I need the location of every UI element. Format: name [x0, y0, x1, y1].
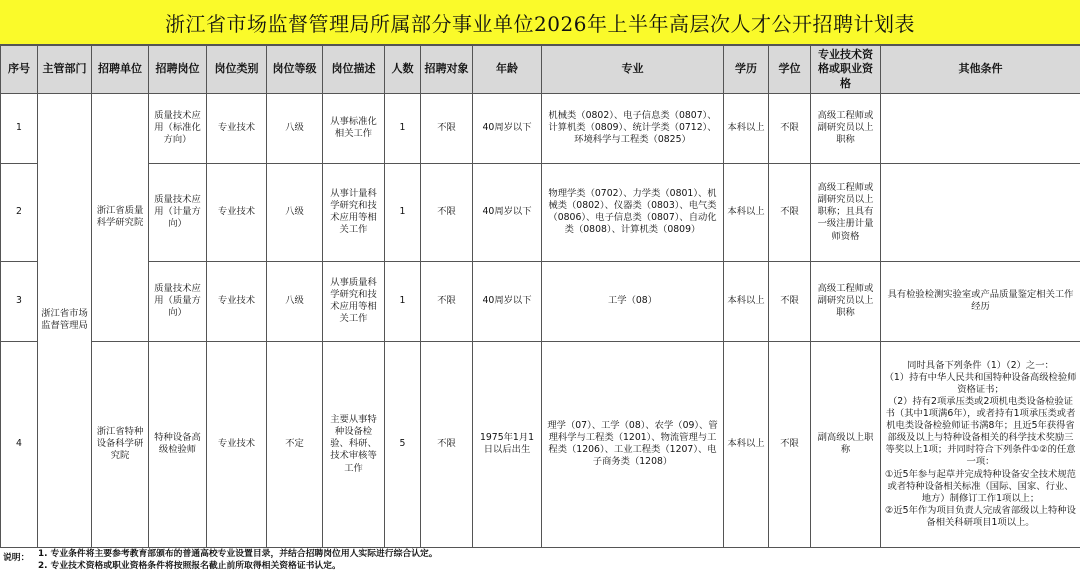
cell-other: 具有检验检测实验室或产品质量鉴定相关工作经历 [881, 261, 1080, 341]
header-cell-qual: 专业技术资格或职业资格 [811, 46, 881, 94]
cell-major: 工学（08） [542, 261, 724, 341]
other-condition-line: 同时具备下列条件（1）（2）之一： [907, 359, 1054, 371]
cell-age: 40周岁以下 [473, 93, 542, 163]
cell-edu: 本科以上 [724, 261, 769, 341]
table-row [1, 93, 1080, 163]
cell-target: 不限 [421, 93, 473, 163]
cell-desc: 从事计量科学研究和技术应用等相关工作 [323, 163, 385, 261]
cell-qual: 副高级以上职称 [811, 341, 881, 547]
cell-category: 专业技术 [207, 261, 267, 341]
cell-target: 不限 [421, 163, 473, 261]
cell-qual: 高级工程师或副研究员以上职称；且具有一级注册计量师资格 [811, 163, 881, 261]
recruitment-table [0, 45, 1080, 548]
cell-degree: 不限 [769, 341, 811, 547]
cell-category: 专业技术 [207, 93, 267, 163]
cell-unit: 浙江省质量科学研究院 [92, 93, 149, 341]
header-cell-dept: 主管部门 [38, 46, 92, 94]
cell-count: 5 [385, 341, 421, 547]
cell-level: 八级 [267, 93, 323, 163]
cell-post: 特种设备高级检验师 [149, 341, 207, 547]
cell-no: 2 [1, 163, 38, 261]
header-cell-level: 岗位等级 [267, 46, 323, 94]
cell-no: 1 [1, 93, 38, 163]
cell-other [881, 341, 1080, 547]
cell-target: 不限 [421, 341, 473, 547]
header-cell-major: 专业 [542, 46, 724, 94]
header-cell-category: 岗位类别 [207, 46, 267, 94]
cell-count: 1 [385, 93, 421, 163]
notes-label: 说明： [3, 553, 30, 563]
cell-desc: 主要从事特种设备检验、科研、技术审核等工作 [323, 341, 385, 547]
cell-major: 理学（07）、工学（08）、农学（09）、管理科学与工程类（1201）、物流管理与工程类（1206）、工业工程类（1207）、电子商务类（1208） [542, 341, 724, 547]
header-cell-post: 招聘岗位 [149, 46, 207, 94]
notes [0, 546, 1080, 582]
cell-no: 3 [1, 261, 38, 341]
note-line: 1. 专业条件将主要参考教育部颁布的普通高校专业设置目录，并结合招聘岗位用人实际进行综合认定。 [38, 549, 438, 559]
cell-desc: 从事标准化相关工作 [323, 93, 385, 163]
cell-age: 1975年1月1日以后出生 [473, 341, 542, 547]
cell-post: 质量技术应用（计量方向） [149, 163, 207, 261]
cell-level: 八级 [267, 261, 323, 341]
cell-major: 物理学类（0702）、力学类（0801）、机械类（0802）、仪器类（0803）、电气类（0806）、电子信息类（0807）、自动化类（0808）、计算机类（0809） [542, 163, 724, 261]
cell-level: 八级 [267, 163, 323, 261]
cell-edu: 本科以上 [724, 163, 769, 261]
cell-degree: 不限 [769, 261, 811, 341]
other-condition-line: （2）持有2项承压类或2项机电类设备检验证书（其中1项满6年），或者持有1项承压类或者机电类设备检验师证书满8年；且近5年获得省部级及以上与特种设备相关的科学技术奖励三等奖以上1项；并同时符合下列条件①②的任意一项： [885, 396, 1076, 468]
cell-qual: 高级工程师或副研究员以上职称 [811, 93, 881, 163]
header-cell-age: 年龄 [473, 46, 542, 94]
cell-category: 专业技术 [207, 163, 267, 261]
page-title: 浙江省市场监督管理局所属部分事业单位2026年上半年高层次人才公开招聘计划表 [0, 0, 1080, 45]
header-cell-no: 序号 [1, 46, 38, 94]
cell-desc: 从事质量科学研究和技术应用等相关工作 [323, 261, 385, 341]
cell-unit: 浙江省特种设备科学研究院 [92, 341, 149, 547]
header-cell-edu: 学历 [724, 46, 769, 94]
cell-other [881, 93, 1080, 163]
cell-count: 1 [385, 261, 421, 341]
cell-post: 质量技术应用（标准化方向） [149, 93, 207, 163]
cell-edu: 本科以上 [724, 341, 769, 547]
header-row [1, 46, 1080, 94]
table-row [1, 341, 1080, 547]
cell-level: 不定 [267, 341, 323, 547]
header-cell-target: 招聘对象 [421, 46, 473, 94]
cell-qual: 高级工程师或副研究员以上职称 [811, 261, 881, 341]
cell-no: 4 [1, 341, 38, 547]
cell-age: 40周岁以下 [473, 261, 542, 341]
cell-age: 40周岁以下 [473, 163, 542, 261]
table-row [1, 261, 1080, 341]
cell-count: 1 [385, 163, 421, 261]
note-line: 2. 专业技术资格或职业资格条件将按照报名截止前所取得相关资格证书认定。 [38, 561, 341, 571]
header-cell-desc: 岗位描述 [323, 46, 385, 94]
cell-degree: 不限 [769, 163, 811, 261]
other-condition-line: （1）持有中华人民共和国特种设备高级检验师资格证书； [884, 371, 1077, 395]
table-row [1, 163, 1080, 261]
other-condition-line: ①近5年参与起草并完成特种设备安全技术规范或者特种设备相关标准（国际、国家、行业、地方）制修订工作1项以上； [885, 468, 1076, 504]
header-cell-count: 人数 [385, 46, 421, 94]
cell-other [881, 163, 1080, 261]
other-condition-line: ②近5年作为项目负责人完成省部级以上特种设备相关科研项目1项以上。 [885, 504, 1076, 528]
header-cell-other: 其他条件 [881, 46, 1080, 94]
cell-major: 机械类（0802）、电子信息类（0807）、计算机类（0809）、统计学类（0712）、环境科学与工程类（0825） [542, 93, 724, 163]
cell-degree: 不限 [769, 93, 811, 163]
cell-post: 质量技术应用（质量方向） [149, 261, 207, 341]
header-cell-degree: 学位 [769, 46, 811, 94]
cell-category: 专业技术 [207, 341, 267, 547]
cell-target: 不限 [421, 261, 473, 341]
cell-edu: 本科以上 [724, 93, 769, 163]
cell-dept: 浙江省市场监督管理局 [38, 93, 92, 547]
header-cell-unit: 招聘单位 [92, 46, 149, 94]
